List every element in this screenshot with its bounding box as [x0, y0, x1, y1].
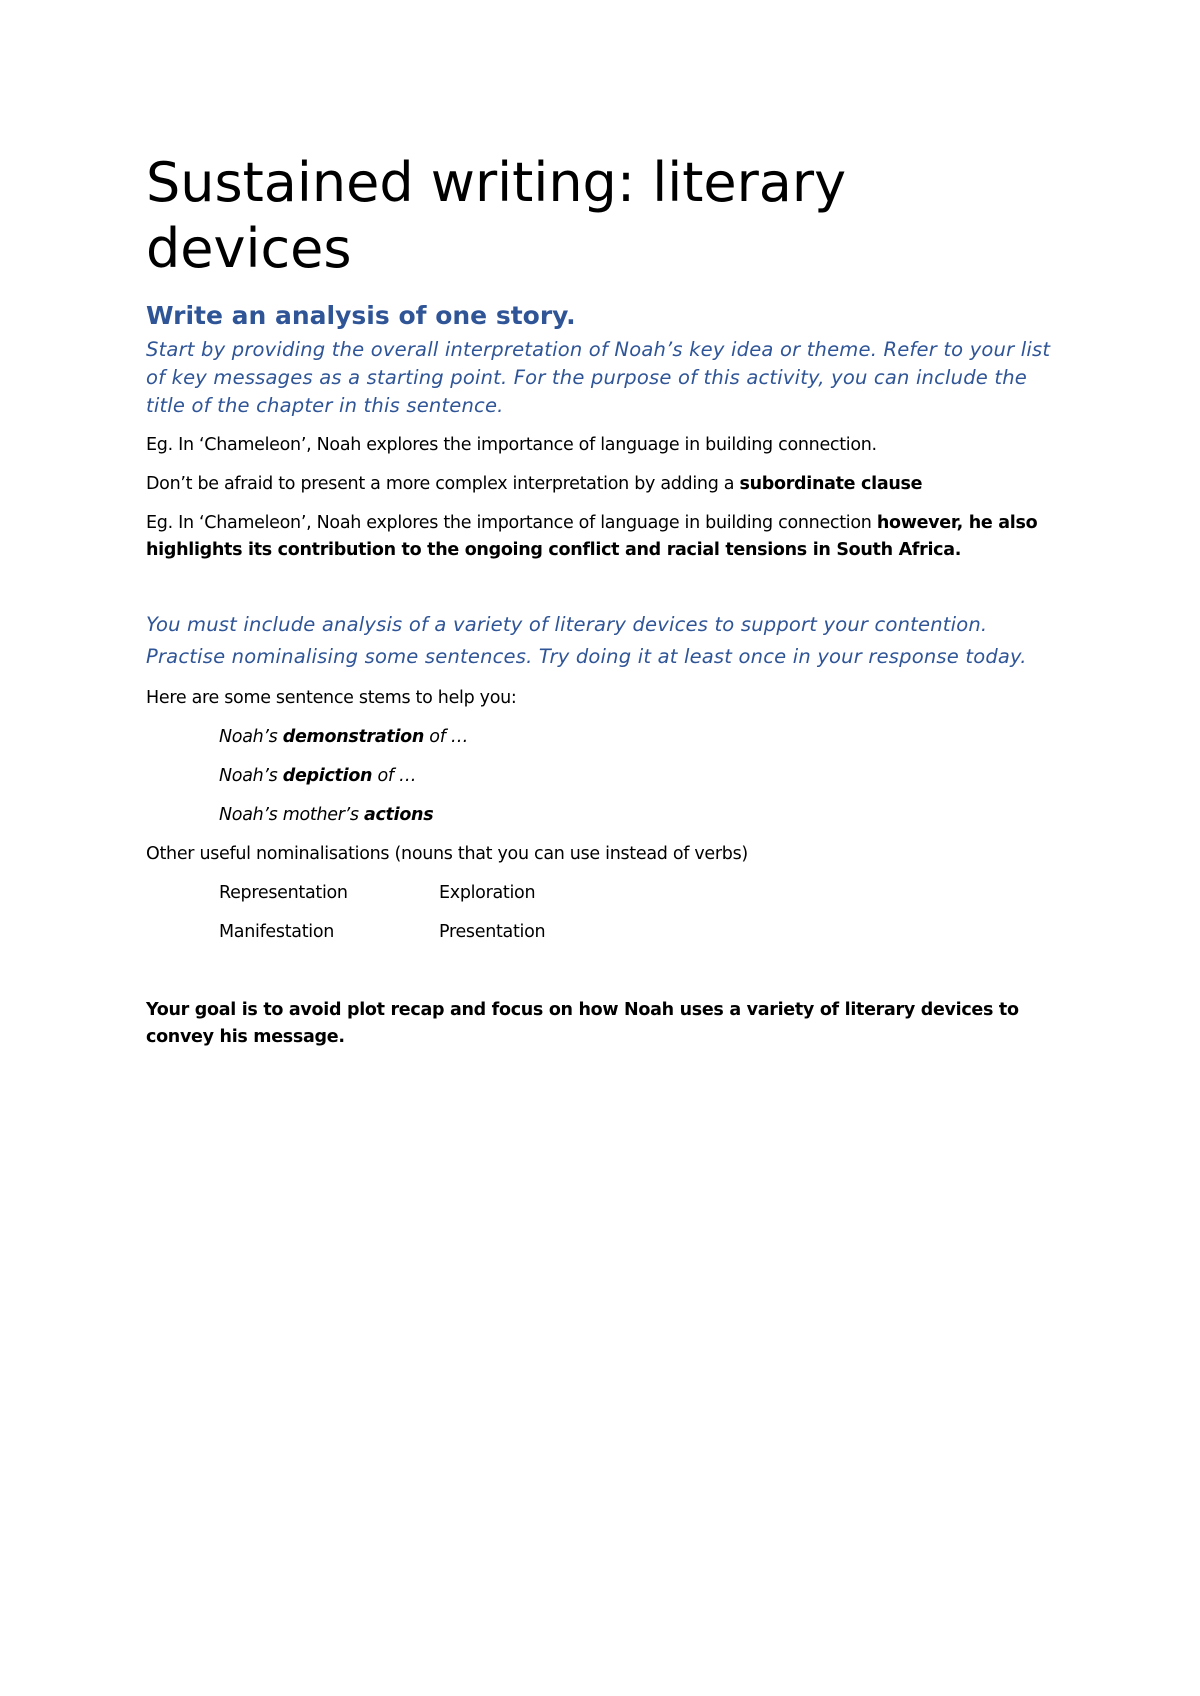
stem-prefix: Noah’s [219, 727, 283, 747]
nominalisations-list [219, 880, 1066, 946]
nominalisation-item: Manifestation [219, 922, 335, 942]
sentence-stem [219, 724, 1066, 751]
example-sentence-1: Eg. In ‘Chameleon’, Noah explores the importance of language in building connection. [146, 435, 877, 455]
task-heading: Write an analysis of one story. [146, 301, 576, 330]
page-title: Sustained writing: literary devices [146, 151, 847, 280]
example2-text: Eg. In ‘Chameleon’, Noah explores the importance of language in building connection [146, 513, 877, 533]
goal-statement: Your goal is to avoid plot recap and focus on how Noah uses a variety of literary devices to convey his message. [146, 1000, 1019, 1047]
stem-prefix: Noah’s mother’s [219, 805, 364, 825]
complex-interpretation-tip [146, 471, 1066, 498]
nominalisation-item: Representation [219, 883, 348, 903]
instruction-nominalising: Practise nominalising some sentences. Try doing it at least once in your response today. [146, 645, 1027, 668]
nominalisations-intro: Other useful nominalisations (nouns that you can use instead of verbs) [146, 844, 748, 864]
stem-suffix: of … [424, 727, 469, 747]
example2-emphasis: however, he also highlights its contribution to the ongoing conflict and racial tensions in South Africa. [146, 513, 1038, 560]
nominalisation-item: Exploration [439, 883, 536, 903]
document-page [146, 150, 1066, 1051]
sentence-stem [219, 802, 1066, 829]
tip-text: Don’t be afraid to present a more complex interpretation by adding a [146, 474, 740, 494]
intro-paragraph: Start by providing the overall interpretation of Noah’s key idea or theme. Refer to your list of key messages as a starting point. For the purpose of this activity, you can include the title of the chapter in this sentence. [146, 338, 1051, 417]
stem-keyword: depiction [282, 766, 373, 786]
stems-intro: Here are some sentence stems to help you: [146, 688, 517, 708]
stem-suffix: of … [372, 766, 417, 786]
sentence-stem [219, 763, 1066, 790]
tip-emphasis: subordinate clause [739, 474, 923, 494]
sentence-stems-list [219, 724, 1066, 829]
example-sentence-2 [146, 510, 1066, 564]
stem-keyword: actions [363, 805, 434, 825]
stem-prefix: Noah’s [219, 766, 283, 786]
stem-keyword: demonstration [282, 727, 425, 747]
nominalisation-item: Presentation [439, 922, 546, 942]
instruction-literary-devices: You must include analysis of a variety of literary devices to support your contention. [146, 613, 988, 636]
